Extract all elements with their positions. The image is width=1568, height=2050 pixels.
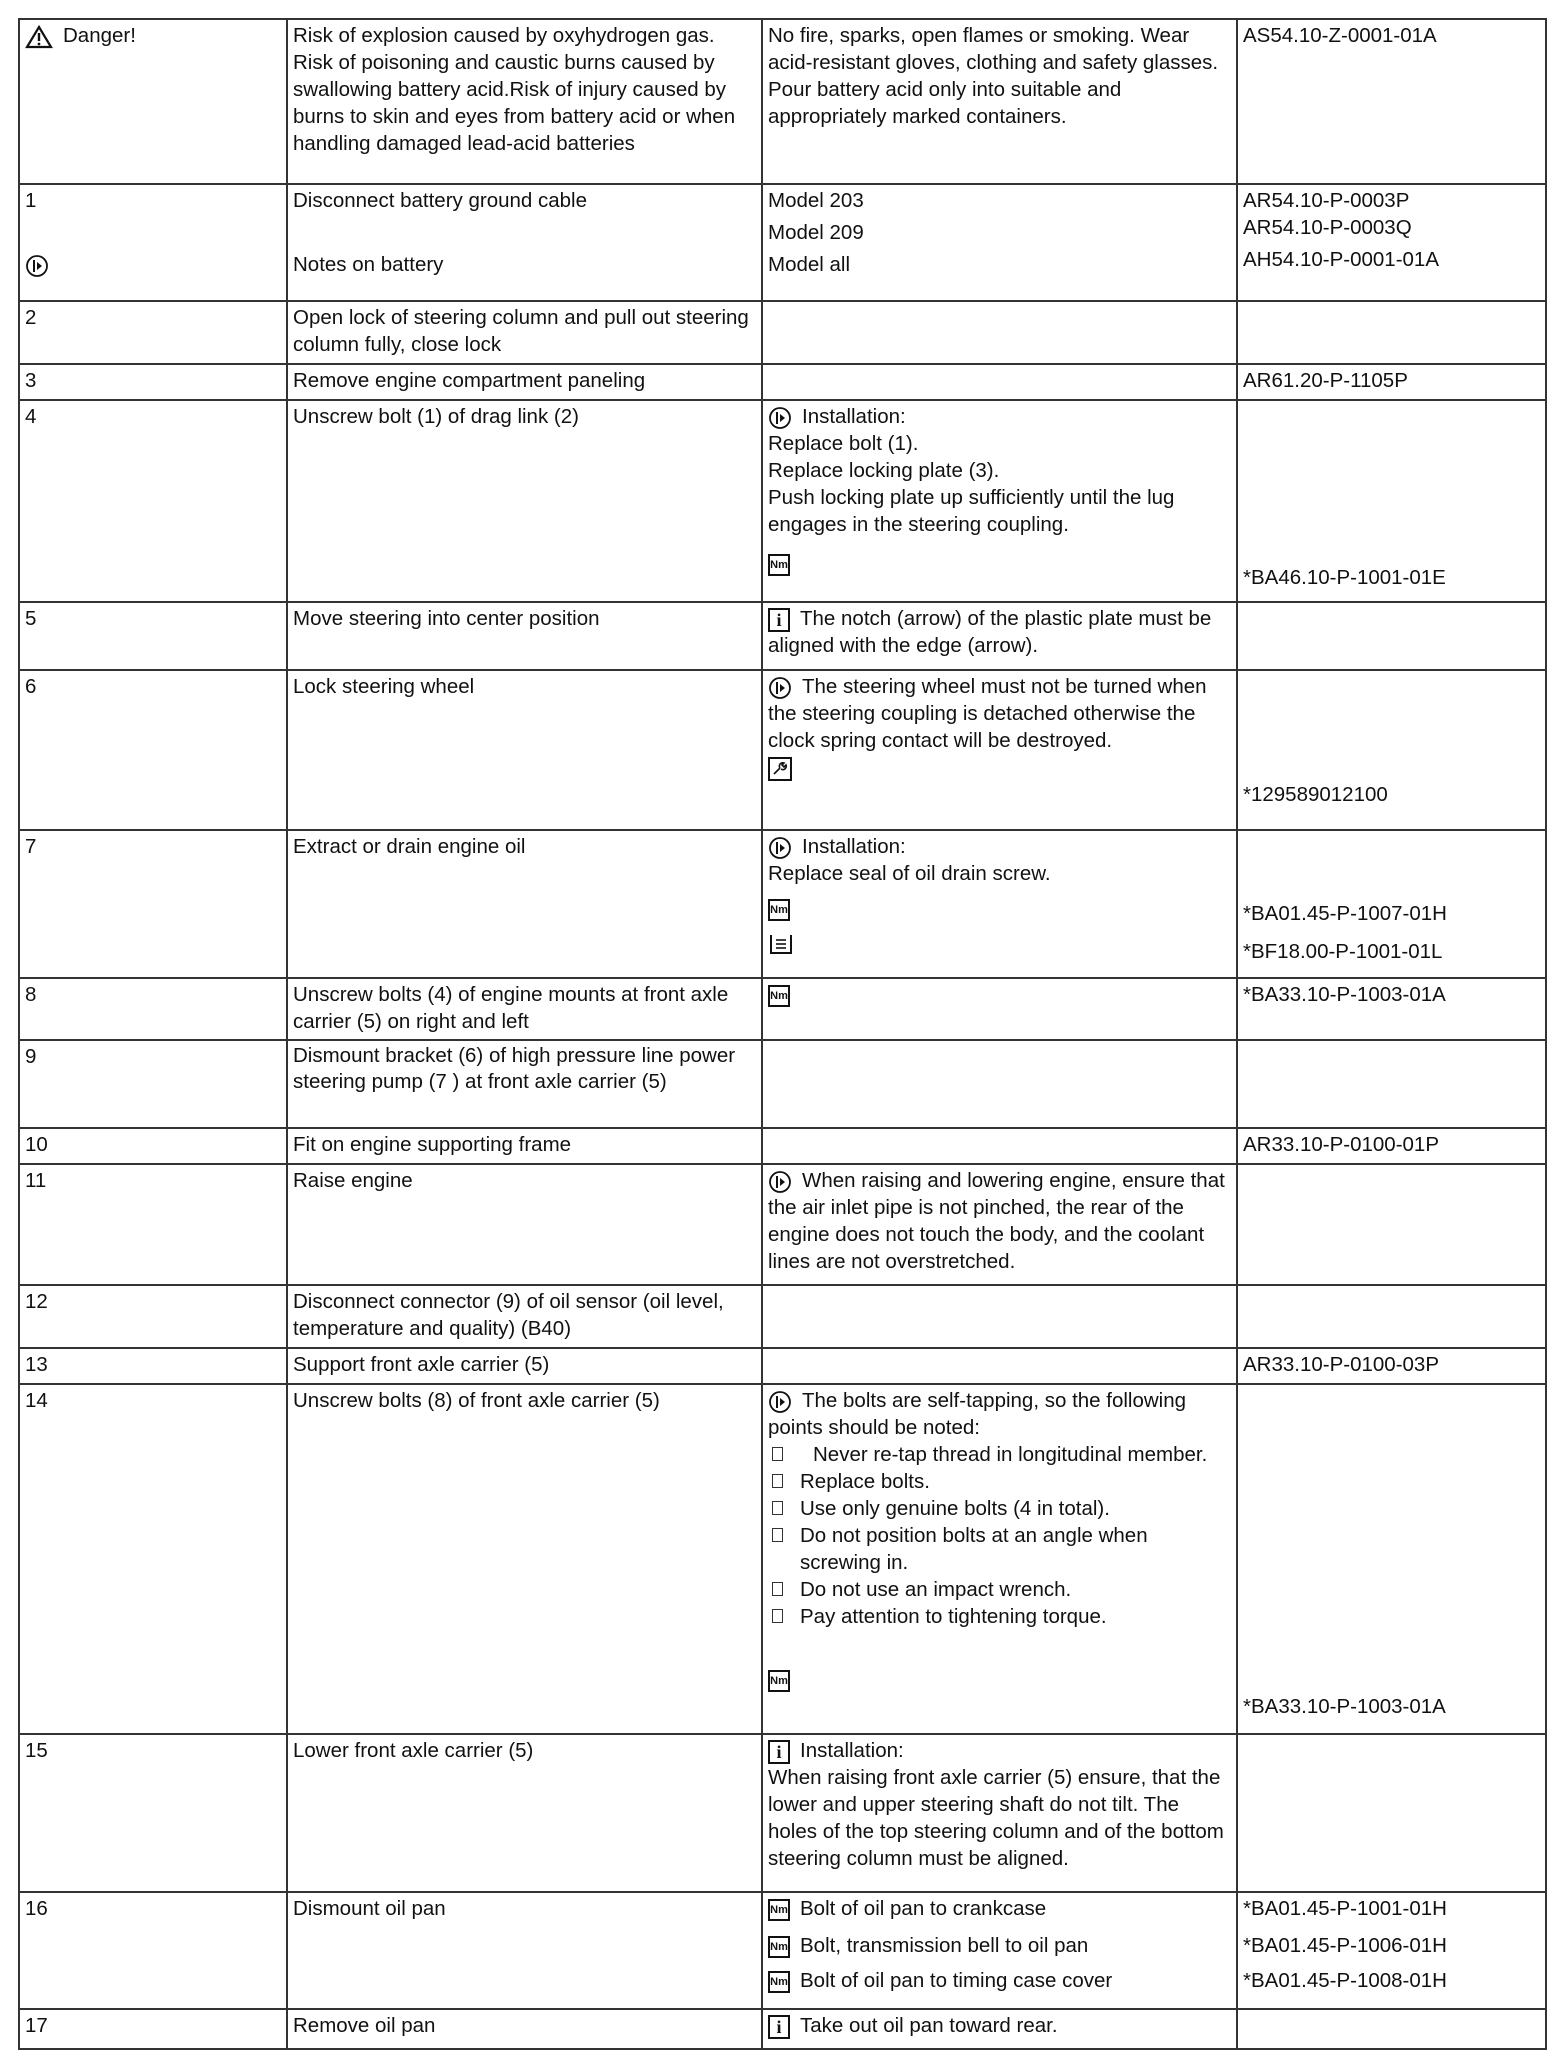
torque-icon: Nm [768,1971,790,1993]
step-action: Dismount bracket (6) of high pressure line power steering pump (7 ) at front axle carrier (5) [287,1040,762,1128]
torque-icon: Nm [768,1670,790,1692]
note-text: When raising front axle carrier (5) ensure, that the lower and upper steering shaft do not tilt. The holes of the top steering column and of the bottom steering column must be aligned. [768,1766,1224,1870]
step-number: 4 [19,400,287,602]
torque-icon: Nm [768,554,790,576]
step-row-4 [19,400,1546,602]
step-row-16 [19,1892,1546,2009]
list-item: Never re-tap thread in longitudinal member. [768,1441,1232,1468]
model-all: Model all [768,253,851,276]
step-row-1 [19,184,1546,301]
step-action: Support front axle carrier (5) [287,1348,762,1384]
step-row-13 [19,1348,1546,1384]
torque-item: Bolt of oil pan to crankcase [800,1897,1047,1920]
step-row-11 [19,1164,1546,1285]
installation-title: Installation: [802,835,906,858]
step-number: 12 [19,1285,287,1348]
note-text: The bolts are self-tapping, so the following points should be noted: [768,1389,1187,1439]
step-row-5 [19,602,1546,670]
step-action: Unscrew bolt (1) of drag link (2) [287,400,762,602]
step-number: 14 [19,1384,287,1734]
caution-circle-icon [25,254,49,278]
step-row-3 [19,364,1546,400]
danger-row [19,19,1546,184]
danger-cell [19,19,287,184]
step-number: 5 [19,602,287,670]
doc-link[interactable]: AR33.10-P-0100-01P [1237,1128,1546,1164]
torque-icon: Nm [768,899,790,921]
installation-title: Installation: [802,405,906,428]
warning-triangle-icon [25,25,53,49]
list-item: Do not use an impact wrench. [768,1576,1232,1603]
caution-circle-icon [768,676,792,700]
model-203: Model 203 [768,189,864,212]
list-item: Do not position bolts at an angle when screwing in. [768,1522,1232,1576]
list-item: Pay attention to tightening torque. [768,1603,1232,1630]
step-action: Disconnect connector (9) of oil sensor (oil level, temperature and quality) (B40) [287,1285,762,1348]
step-action: Remove engine compartment paneling [287,364,762,400]
step-action: Lower front axle carrier (5) [287,1734,762,1892]
torque-icon: Nm [768,985,790,1007]
step-number: 10 [19,1128,287,1164]
notes-on-battery: Notes on battery [293,253,444,276]
step-number: 7 [19,830,287,978]
doc-link[interactable]: AH54.10-P-0001-01A [1243,248,1440,271]
doc-link[interactable]: AR54.10-P-0003Q [1243,216,1412,239]
step-row-10 [19,1128,1546,1164]
danger-measures: No fire, sparks, open flames or smoking. Wear acid-resistant gloves, clothing and safety glasses. Pour battery acid only into suitable and appropriately marked containers. [762,19,1237,184]
torque-icon: Nm [768,1936,790,1958]
installation-title: Installation: [800,1739,904,1762]
list-item: Replace bolts. [768,1468,1232,1495]
note-text: Take out oil pan toward rear. [800,2014,1058,2037]
torque-icon: Nm [768,1899,790,1921]
step-number: 2 [19,301,287,364]
info-icon: i [768,1740,790,1764]
special-tool-icon [768,757,792,781]
step-action: Unscrew bolts (4) of engine mounts at front axle carrier (5) on right and left [287,978,762,1040]
repair-procedure-table [18,18,1547,2050]
doc-link[interactable]: AR33.10-P-0100-03P [1237,1348,1546,1384]
fluid-spec-icon [768,931,794,955]
step-row-9 [19,1040,1546,1128]
doc-link[interactable]: *BA01.45-P-1007-01H [1243,902,1447,925]
danger-ref: AS54.10-Z-0001-01A [1237,19,1546,184]
note-text: The notch (arrow) of the plastic plate must be aligned with the edge (arrow). [768,607,1212,657]
step-action: Unscrew bolts (8) of front axle carrier (5) [287,1384,762,1734]
note-bullet-list [768,1441,1232,1630]
step-number: 13 [19,1348,287,1384]
step-row-7 [19,830,1546,978]
step-number: 17 [19,2009,287,2049]
doc-link[interactable]: *BA46.10-P-1001-01E [1243,566,1446,589]
doc-link[interactable]: *BA01.45-P-1001-01H [1243,1897,1447,1920]
note-line: Replace bolt (1). [768,432,919,455]
step-number: 16 [19,1892,287,2009]
step-row-17 [19,2009,1546,2049]
step-number: 11 [19,1164,287,1285]
step-row-6 [19,670,1546,830]
caution-circle-icon [768,1390,792,1414]
step-action: Extract or drain engine oil [287,830,762,978]
note-text: The steering wheel must not be turned when the steering coupling is detached otherwise the clock spring contact will be destroyed. [768,675,1207,752]
step-number: 15 [19,1734,287,1892]
doc-link[interactable]: AR61.20-P-1105P [1237,364,1546,400]
step-action: Remove oil pan [287,2009,762,2049]
info-icon: i [768,2015,790,2039]
doc-link[interactable]: *BF18.00-P-1001-01L [1243,940,1443,963]
caution-circle-icon [768,406,792,430]
note-line: Replace seal of oil drain screw. [768,862,1051,885]
doc-link[interactable]: *129589012100 [1243,783,1388,806]
step-row-2 [19,301,1546,364]
caution-circle-icon [768,836,792,860]
step-number: 6 [19,670,287,830]
step-number: 8 [19,978,287,1040]
danger-risk: Risk of explosion caused by oxyhydrogen gas. Risk of poisoning and caustic burns caused by swallowing battery acid.Risk of injury caused by burns to skin and eyes from battery acid or when handling damaged lead-acid batteries [287,19,762,184]
step-row-15 [19,1734,1546,1892]
doc-link[interactable]: *BA33.10-P-1003-01A [1237,978,1546,1040]
step-row-12 [19,1285,1546,1348]
doc-link[interactable]: *BA33.10-P-1003-01A [1243,1695,1446,1718]
step-action: Lock steering wheel [287,670,762,830]
torque-item: Bolt of oil pan to timing case cover [800,1969,1113,1992]
step-number: 3 [19,364,287,400]
note-text: When raising and lowering engine, ensure that the air inlet pipe is not pinched, the rear of the engine does not touch the body, and the coolant lines are not overstretched. [768,1169,1225,1273]
note-line: Push locking plate up sufficiently until the lug engages in the steering coupling. [768,486,1175,536]
doc-link[interactable]: *BA01.45-P-1008-01H [1243,1969,1447,1992]
doc-link[interactable]: AR54.10-P-0003P [1243,189,1410,212]
doc-link[interactable]: *BA01.45-P-1006-01H [1243,1934,1447,1957]
list-item: Use only genuine bolts (4 in total). [768,1495,1232,1522]
step-number: 9 [19,1040,287,1128]
model-209: Model 209 [768,221,864,244]
step-action: Fit on engine supporting frame [287,1128,762,1164]
step-number: 1 [25,189,37,212]
step-action: Open lock of steering column and pull out steering column fully, close lock [287,301,762,364]
step-action: Disconnect battery ground cable [293,189,588,212]
caution-circle-icon [768,1170,792,1194]
step-action: Dismount oil pan [287,1892,762,2009]
step-row-14 [19,1384,1546,1734]
info-icon: i [768,608,790,632]
step-action: Move steering into center position [287,602,762,670]
note-line: Replace locking plate (3). [768,459,1000,482]
torque-item: Bolt, transmission bell to oil pan [800,1934,1089,1957]
step-row-8 [19,978,1546,1040]
danger-label: Danger! [63,24,136,47]
step-action: Raise engine [287,1164,762,1285]
